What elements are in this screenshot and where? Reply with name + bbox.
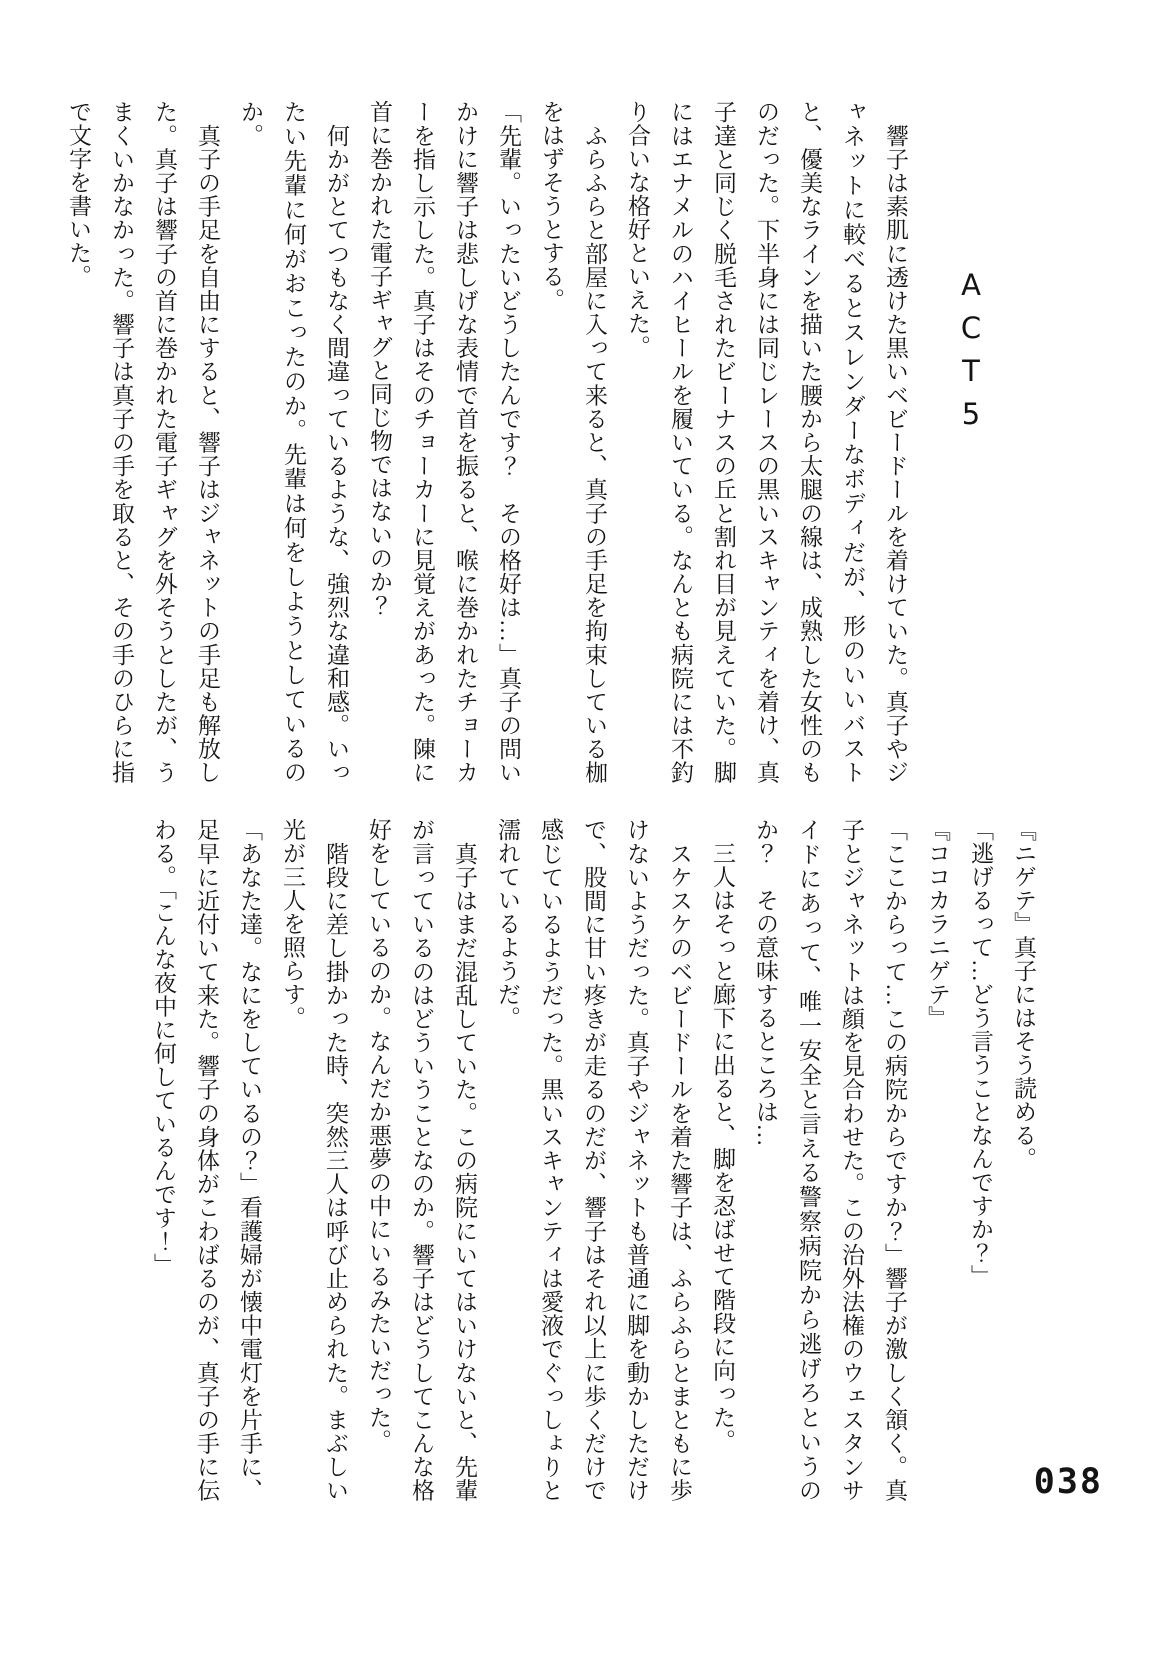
paragraph-bottom-6: スケスケのベビードールを着た響子は、ふらふらとまともに歩けないようだった。真子やジャネットも普通に脚を動かしただけで、股間に甘い疼きが走るのだが、響子はそれ以上に歩くだけで感じているようだった。黒いスキャンティは愛液でぐっしょりと濡れているようだ。 [495,818,692,1503]
paragraph-bottom-2: 「逃げるって…どう言うことなんですか？」 [968,818,993,1288]
act-heading: ACT5 [954,268,988,440]
paragraph-top-3: 「先輩。いったいどうしたんです？ その格好は…」真子の問いかけに響子は悲しげな表情で首を振ると、喉に巻かれたチョーカーを指し示した。真子はそのチョーカーに見覚えがあった。陳に首に巻かれた電子ギャグと同じ物ではないのか？ [367,100,521,785]
paragraph-bottom-8: 階段に差し掛かった時、突然三人は呼び止められた。まぶしい光が三人を照らす。 [280,818,348,1503]
paragraph-top-2: ふらふらと部屋に入って来ると、真子の手足を拘束している枷をはずそうとする。 [539,100,607,784]
page-number: 038 [1033,1462,1103,1502]
paragraph-bottom-3: 『ココカラニゲテ』 [925,818,950,1030]
paragraph-bottom-9: 「あなた達。なにをしているの？」看護婦が懐中電灯を片手に、足早に近付いて来た。響子の身体がこわばるのが、真子の手に伝わる。「こんな夜中に何しているんです！」 [151,818,262,1503]
paragraph-bottom-7: 真子はまだ混乱していた。この病院にいてはいけないと、先輩が言っているのはどういうことなのか。響子はどうしてこんな格好をしているのか。なんだか悪夢の中にいるみたいだった。 [366,818,477,1502]
paragraph-top-4: 何かがとてつもなく間違っているような、強烈な違和感。いったい先輩に何がおこったのか。先輩は何をしようとしているのか。 [238,100,349,784]
top-text-block [57,100,992,784]
paragraph-top-1: 響子は素肌に透けた黒いベビードールを着けていた。真子やジャネットに較べるとスレンダーなボディだが、形のいいバストと、優美なラインを描いた腰から太腿の線は、成熟した女性のものだった。下半身には同じレースの黒いスキャンティを着け、真子達と同じく脱毛されたビーナスの丘と割れ目が見えていた。脚にはエナメルのハイヒールを履いている。なんとも病院には不釣り合いな格好といえた。 [625,100,908,785]
paragraph-bottom-4: 「ここからって…この病院からですか？」響子が激しく頷く。真子とジャネットは顔を見合わせた。この治外法権のウェスタンサイドにあって、唯一安全と言える警察病院から逃げろというのか？ その意味するところは… [753,818,907,1502]
paragraph-bottom-5: 三人はそっと廊下に出ると、脚を忍ばせて階段に向った。 [710,818,735,1453]
bottom-text-block [142,818,1045,1502]
paragraph-bottom-1: 『ニゲテ』真子にはそう読める。 [1011,818,1036,1171]
paragraph-top-5: 真子の手足を自由にすると、響子はジャネットの手足も解放した。真子は響子の首に巻かれた電子ギャグを外そうとしたが、うまくいかなかった。響子は真子の手を取ると、その手のひらに指で文字を書いた。 [66,100,220,785]
